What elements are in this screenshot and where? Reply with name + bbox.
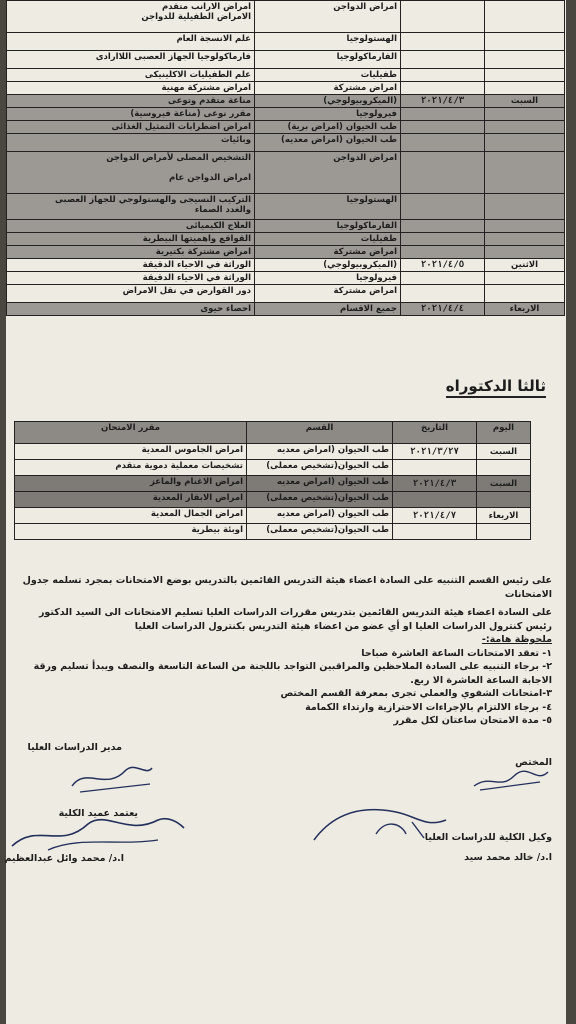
cell-course: الوراثة في الاحياء الدقيقة bbox=[7, 272, 255, 285]
note-item-5: ٥- مدة الامتحان ساعتان لكل مقرر bbox=[393, 715, 552, 726]
table-row bbox=[15, 476, 531, 492]
cell-course: التشخيص المصلى لأمراض الدواجن امراض الدواجن عام bbox=[7, 152, 255, 194]
table-row bbox=[7, 233, 565, 246]
cell-course: اوبئة بيطرية bbox=[15, 524, 247, 540]
cell-date bbox=[393, 460, 477, 476]
cell-course: مناعة متقدم وتوعى bbox=[7, 95, 255, 108]
director-signature-icon bbox=[66, 756, 156, 796]
cell-date: ٢٠٢١/٣/٢٧ bbox=[393, 444, 477, 460]
table-row bbox=[7, 259, 565, 272]
cell-date: ٢٠٢١/٤/٣ bbox=[401, 95, 485, 108]
cell-day bbox=[485, 246, 565, 259]
table-row bbox=[7, 69, 565, 82]
cell-day bbox=[485, 108, 565, 121]
cell-course: الوراثة في الاحياء الدقيقة bbox=[7, 259, 255, 272]
cell-day bbox=[477, 524, 531, 540]
table-row bbox=[7, 272, 565, 285]
cell-day bbox=[485, 220, 565, 233]
table-row bbox=[7, 95, 565, 108]
cell-course: التركيب النسيجى والهستولوجي للجهاز العصبى والغدد الصماء bbox=[7, 194, 255, 220]
header-course: مقرر الامتحان bbox=[15, 422, 247, 444]
cell-day: السبت bbox=[477, 476, 531, 492]
cell-course: امراض الجاموس المعدية bbox=[15, 444, 247, 460]
cell-date bbox=[393, 492, 477, 508]
cell-department: طفيليات bbox=[255, 69, 401, 82]
cell-department: جميع الاقسام bbox=[255, 303, 401, 316]
cell-date bbox=[401, 220, 485, 233]
cell-day bbox=[485, 233, 565, 246]
note-paragraph-1: على رئيس القسم التنبيه على السادة اعضاء هيئة التدريس القائمين بالتدريس بوضع الامتحانات بمجرد تسلمه جدول الامتحانات bbox=[22, 575, 552, 600]
cell-date bbox=[393, 524, 477, 540]
cell-day bbox=[485, 194, 565, 220]
cell-department: طفيليات bbox=[255, 233, 401, 246]
cell-department: فيرولوجيا bbox=[255, 272, 401, 285]
cell-date: ٢٠٢١/٤/٣ bbox=[393, 476, 477, 492]
table-row bbox=[15, 524, 531, 540]
cell-course: العلاج الكيميائى bbox=[7, 220, 255, 233]
notes-title: ملحوظة هامة:- bbox=[481, 634, 552, 645]
cell-day: السبت bbox=[477, 444, 531, 460]
masters-exam-table-body bbox=[7, 1, 565, 316]
cell-department: امراض الدواجن bbox=[255, 152, 401, 194]
header-day: اليوم bbox=[477, 422, 531, 444]
cell-course: امراض الارانب متقدم الامراض الطفيلية للدواجن bbox=[7, 1, 255, 33]
table-row bbox=[7, 108, 565, 121]
vice-dean-title: وكيل الكلية للدراسات العليا bbox=[424, 832, 552, 843]
vice-dean-signature-icon bbox=[306, 800, 456, 846]
doctorate-section-heading: ثالثا الدكتوراه bbox=[446, 377, 546, 398]
cell-course: امراض الاغنام والماعز bbox=[15, 476, 247, 492]
cell-day: الاربعاء bbox=[485, 303, 565, 316]
cell-date bbox=[401, 69, 485, 82]
header-department: القسم bbox=[247, 422, 393, 444]
note-item-2: ٢- برجاء التنبيه على السادة الملاحظين والمراقبين التواجد باللجنة من الساعة التاسعة والنصف ويبدأ تسليم ورقة الاجابة الساعة العاشرة الا ربع. bbox=[33, 661, 552, 686]
cell-date bbox=[401, 1, 485, 33]
note-item-4: ٤- برجاء الالتزام بالإجراءات الاحترازية وارتداء الكمامة bbox=[305, 701, 552, 713]
cell-department: طب الحيوان (امراض معديه bbox=[247, 508, 393, 524]
table-row bbox=[7, 51, 565, 69]
cell-department: (الميكروبيولوجي) bbox=[255, 95, 401, 108]
table-row bbox=[7, 285, 565, 303]
cell-department: طب الحيوان (امراض برية) bbox=[255, 121, 401, 134]
table-row bbox=[7, 121, 565, 134]
cell-course: علم الطفيليات الاكلينيكى bbox=[7, 69, 255, 82]
cell-department: الهستولوجيا bbox=[255, 33, 401, 51]
dean-approval-label: يعتمد عميد الكلية bbox=[58, 808, 138, 819]
cell-department: طب الحيوان (امراض معديه) bbox=[255, 134, 401, 152]
table-row bbox=[7, 303, 565, 316]
cell-day: الاثنين bbox=[485, 259, 565, 272]
table-row bbox=[7, 220, 565, 233]
cell-date: ٢٠٢١/٤/٤ bbox=[401, 303, 485, 316]
cell-day: السبت bbox=[485, 95, 565, 108]
cell-day bbox=[477, 492, 531, 508]
table-row bbox=[15, 460, 531, 476]
table-row bbox=[15, 492, 531, 508]
cell-department: امراض مشتركة bbox=[255, 246, 401, 259]
dean-name: ا.د/ محمد وائل عبدالعظيم bbox=[4, 853, 124, 864]
doctorate-table-header-row bbox=[15, 422, 531, 444]
cell-department: طب الحيوان (امراض معديه bbox=[247, 444, 393, 460]
dean-signature-icon bbox=[8, 806, 188, 856]
cell-date bbox=[401, 272, 485, 285]
table-row bbox=[7, 1, 565, 33]
cell-date bbox=[401, 33, 485, 51]
cell-day bbox=[485, 121, 565, 134]
cell-day bbox=[485, 33, 565, 51]
table-row bbox=[7, 33, 565, 51]
cell-day bbox=[485, 152, 565, 194]
cell-day bbox=[485, 82, 565, 95]
document-page bbox=[6, 0, 566, 1024]
cell-date bbox=[401, 285, 485, 303]
doctorate-exam-table bbox=[14, 421, 531, 540]
cell-date bbox=[401, 82, 485, 95]
cell-department: امراض مشتركة bbox=[255, 82, 401, 95]
note-item-3: ٣-امتحانات الشفوي والعملي تجرى بمعرفة القسم المختص bbox=[280, 688, 552, 699]
cell-date bbox=[401, 108, 485, 121]
cell-department: طب الحيوان (امراض معديه bbox=[247, 476, 393, 492]
cell-course: تشخيصات معملية دموية متقدم bbox=[15, 460, 247, 476]
notes-block bbox=[12, 574, 552, 728]
table-row bbox=[7, 152, 565, 194]
cell-day bbox=[477, 460, 531, 476]
cell-course: امراض الجمال المعدية bbox=[15, 508, 247, 524]
cell-date: ٢٠٢١/٤/٥ bbox=[401, 259, 485, 272]
header-date: التاريخ bbox=[393, 422, 477, 444]
table-row bbox=[7, 134, 565, 152]
table-row bbox=[7, 194, 565, 220]
cell-date: ٢٠٢١/٤/٧ bbox=[393, 508, 477, 524]
cell-date bbox=[401, 134, 485, 152]
cell-department: طب الحيوان(تشخيص معملى) bbox=[247, 492, 393, 508]
cell-course: امراض الابقار المعدية bbox=[15, 492, 247, 508]
cell-department: الفارماكولوجيا bbox=[255, 51, 401, 69]
cell-day bbox=[485, 51, 565, 69]
cell-day bbox=[485, 285, 565, 303]
cell-date bbox=[401, 121, 485, 134]
cell-course: القواقع واهميتها البيطرية bbox=[7, 233, 255, 246]
cell-course: امراض مشتركة مهنية bbox=[7, 82, 255, 95]
cell-day bbox=[485, 272, 565, 285]
specialist-signature-icon bbox=[470, 766, 550, 792]
cell-course: مقرر نوعى (مناعة فيروسية) bbox=[7, 108, 255, 121]
cell-department: الهستولوجيا bbox=[255, 194, 401, 220]
specialist-label: المختص bbox=[515, 757, 552, 768]
cell-date bbox=[401, 51, 485, 69]
cell-date bbox=[401, 233, 485, 246]
cell-course: امراض مشتركة بكتيرية bbox=[7, 246, 255, 259]
cell-department: الفارماكولوجيا bbox=[255, 220, 401, 233]
table-row bbox=[15, 508, 531, 524]
cell-department: طب الحيوان(تشخيص معملى) bbox=[247, 460, 393, 476]
cell-department: (الميكروبيولوجي) bbox=[255, 259, 401, 272]
note-paragraph-2: على السادة اعضاء هيئة التدريس القائمين بتدريس مقررات الدراسات العليا تسليم الامتحانات الى السيد الدكتور رئيس كنترول الدراسات العليا او أي عضو من اعضاء هيئة التدريس بكنترول الدراسات العليا bbox=[38, 607, 552, 632]
cell-department: امراض الدواجن bbox=[255, 1, 401, 33]
table-row bbox=[7, 82, 565, 95]
cell-course: دور القوارض في نقل الامراض bbox=[7, 285, 255, 303]
cell-day: الاربعاء bbox=[477, 508, 531, 524]
cell-department: طب الحيوان(تشخيص معملى) bbox=[247, 524, 393, 540]
cell-day bbox=[485, 1, 565, 33]
cell-course: امراض اضطرابات التمثيل الغذائى bbox=[7, 121, 255, 134]
cell-course: فارماكولوجيا الجهاز العصبى اللاارادى bbox=[7, 51, 255, 69]
director-title: مدير الدراسات العليا bbox=[27, 742, 122, 753]
table-row bbox=[15, 444, 531, 460]
cell-date bbox=[401, 152, 485, 194]
cell-date bbox=[401, 194, 485, 220]
table-row bbox=[7, 246, 565, 259]
cell-department: امراض مشتركة bbox=[255, 285, 401, 303]
vice-dean-name: ا.د/ خالد محمد سيد bbox=[464, 852, 552, 863]
cell-date bbox=[401, 246, 485, 259]
cell-course: وبائيات bbox=[7, 134, 255, 152]
cell-course: احصاء حيوى bbox=[7, 303, 255, 316]
cell-day bbox=[485, 69, 565, 82]
cell-department: فيرولوجيا bbox=[255, 108, 401, 121]
note-item-1: ١- تعقد الامتحانات الساعة العاشرة صباحا bbox=[361, 647, 552, 659]
masters-exam-table bbox=[6, 0, 565, 316]
doctorate-exam-table-body bbox=[15, 444, 531, 540]
cell-day bbox=[485, 134, 565, 152]
cell-course: علم الانسجة العام bbox=[7, 33, 255, 51]
